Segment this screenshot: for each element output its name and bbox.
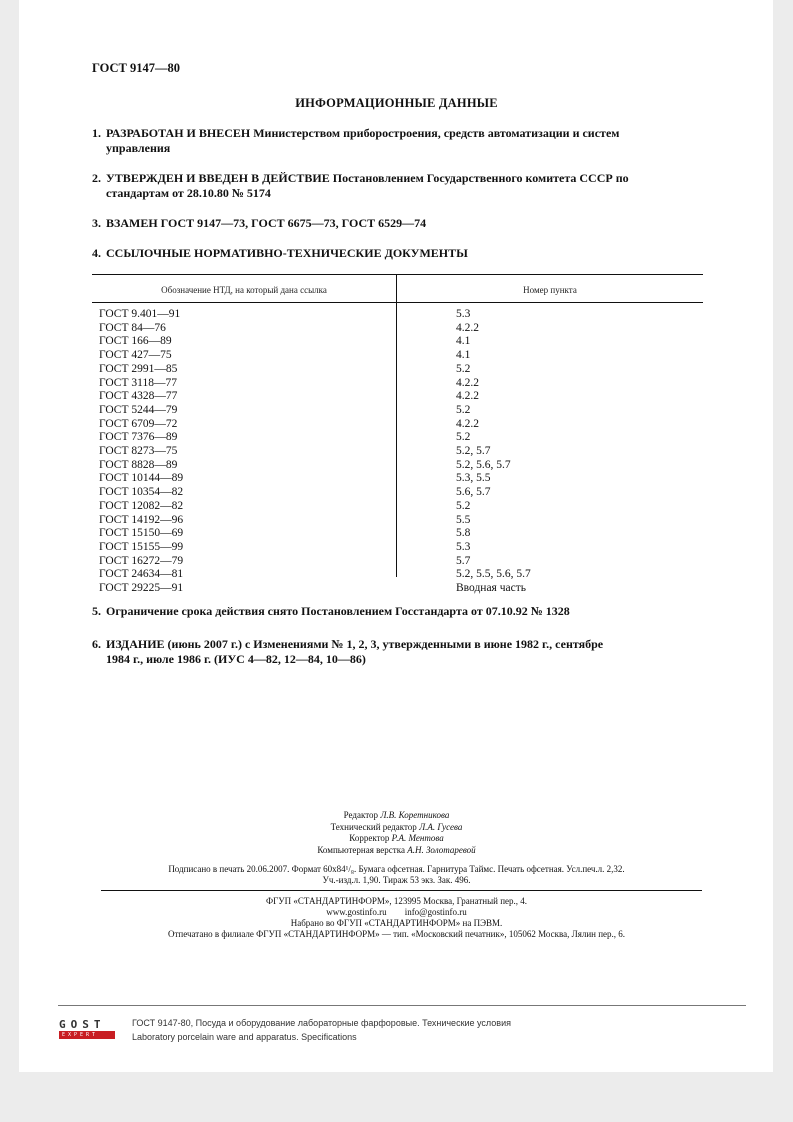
logo-red-bar: EXPERT: [59, 1031, 115, 1039]
table-header-designation: Обозначение НТД, на который дана ссылка: [161, 285, 327, 295]
info-item-5: [92, 604, 707, 619]
table-cell-designation: ГОСТ 8273—75: [99, 445, 178, 457]
footer-title-ru: ГОСТ 9147-80, Посуда и оборудование лабораторные фарфоровые. Технические условия: [132, 1018, 511, 1028]
item-number: 5.: [92, 604, 101, 618]
table-cell-clause: 5.2: [456, 431, 471, 444]
table-cell-clause: 5.7: [456, 554, 471, 567]
print-imprint: [0, 864, 793, 886]
credit-editor: Редактор Л.В. Коретникова: [343, 810, 450, 820]
credit-tech-editor: Технический редактор Л.А. Гусева: [330, 821, 463, 832]
table-cell-designation: ГОСТ 7376—89: [99, 431, 178, 444]
publisher-email[interactable]: info@gostinfo.ru: [404, 907, 467, 917]
publisher-address: ФГУП «СТАНДАРТИНФОРМ», 123995 Москва, Гранатный пер., 4.: [265, 896, 528, 906]
editorial-credits: [0, 810, 793, 856]
table-header-rule: [92, 302, 703, 303]
table-top-rule: [92, 274, 703, 275]
item-text-line1: ССЫЛОЧНЫЕ НОРМАТИВНО-ТЕХНИЧЕСКИЕ ДОКУМЕНТЫ: [106, 246, 468, 260]
table-cell-designation: ГОСТ 9.401—91: [99, 308, 181, 320]
table-cell-designation: ГОСТ 16272—79: [99, 554, 184, 567]
table-cell-clause: 5.2: [456, 403, 471, 416]
item-text-line1: УТВЕРЖДЕН И ВВЕДЕН В ДЕЙСТВИЕ Постановлением Государственного комитета СССР по: [106, 171, 629, 185]
table-cell-designation: ГОСТ 15150—69: [99, 527, 184, 540]
item-text-line1: ИЗДАНИЕ (июнь 2007 г.) с Изменениями № 1, 2, 3, утвержденными в июне 1982 г., сентябре: [106, 637, 604, 651]
publisher-site[interactable]: www.gostinfo.ru: [326, 907, 387, 917]
table-cell-designation: ГОСТ 84—76: [99, 321, 166, 334]
publisher-contacts: [0, 907, 793, 918]
table-cell-designation: ГОСТ 10354—82: [99, 486, 184, 499]
imprint-line-2: Уч.-изд.л. 1,90. Тираж 53 экз. Зак. 496.: [322, 875, 471, 885]
credit-corrector: Корректор Р.А. Ментова: [349, 833, 444, 843]
table-column-divider: [396, 275, 397, 577]
table-cell-designation: ГОСТ 10144—89: [99, 472, 184, 485]
credit-layout: Компьютерная верстка А.Н. Золотаревой: [317, 844, 476, 855]
item-number: 1.: [92, 126, 101, 140]
footer-title-en: Laboratory porcelain ware and apparatus. Specifications: [132, 1032, 357, 1042]
imprint-line-1: Подписано в печать 20.06.2007. Формат 60x84¹/₈. Бумага офсетная. Гарнитура Таймс. Печать офсетная. Усл.печ.л. 2,32.: [168, 864, 625, 874]
table-cell-clause: 5.8: [456, 527, 471, 540]
table-cell-designation: ГОСТ 5244—79: [99, 403, 178, 416]
footer-divider: [58, 1005, 746, 1006]
table-cell-clause: 5.2, 5.7: [456, 445, 491, 457]
item-text-line1: ВЗАМЕН ГОСТ 9147—73, ГОСТ 6675—73, ГОСТ 6529—74: [106, 216, 427, 230]
table-cell-clause: 5.6, 5.7: [456, 486, 491, 499]
table-cell-designation: ГОСТ 2991—85: [99, 362, 178, 375]
table-cell-clause: 5.3, 5.5: [456, 472, 491, 485]
table-cell-designation: ГОСТ 427—75: [99, 349, 172, 362]
table-cell-designation: ГОСТ 14192—96: [99, 513, 184, 526]
info-item-1: [92, 126, 707, 156]
table-cell-clause: 5.3: [456, 540, 471, 553]
item-text-line1: Ограничение срока действия снято Постановлением Госстандарта от 07.10.92 № 1328: [106, 604, 570, 618]
table-cell-clause: 4.1: [456, 335, 471, 348]
table-cell-clause: Вводная часть: [456, 582, 526, 594]
imprint-rule: [101, 890, 702, 891]
info-item-3: [92, 216, 707, 231]
table-cell-designation: ГОСТ 29225—91: [99, 582, 184, 594]
table-cell-designation: ГОСТ 12082—82: [99, 499, 184, 512]
table-cell-clause: 5.2, 5.6, 5.7: [456, 458, 511, 471]
item-number: 2.: [92, 171, 101, 185]
table-cell-designation: ГОСТ 6709—72: [99, 417, 178, 430]
table-cell-clause: 4.2.2: [456, 390, 479, 403]
table-cell-clause: 5.5: [456, 513, 471, 526]
publisher-info: [0, 896, 793, 940]
info-item-4: [92, 246, 707, 261]
table-cell-designation: ГОСТ 4328—77: [99, 390, 178, 403]
table-cell-designation: ГОСТ 8828—89: [99, 458, 178, 471]
table-cell-clause: 4.1: [456, 349, 471, 362]
table-cell-designation: ГОСТ 15155—99: [99, 540, 184, 553]
table-cell-clause: 5.3: [456, 308, 471, 320]
item-text-line2: стандартам от 28.10.80 № 5174: [106, 186, 271, 200]
table-cell-clause: 4.2.2: [456, 417, 479, 430]
item-text-line1: РАЗРАБОТАН И ВНЕСЕН Министерством приборостроения, средств автоматизации и систем: [106, 126, 620, 140]
item-text-line2: 1984 г., июле 1986 г. (ИУС 4—82, 12—84, 10—86): [106, 652, 366, 666]
section-title: ИНФОРМАЦИОННЫЕ ДАННЫЕ: [295, 96, 498, 110]
table-cell-designation: ГОСТ 3118—77: [99, 376, 177, 389]
gost-expert-logo: GOST: [59, 1018, 106, 1031]
item-text-line2: управления: [106, 141, 171, 155]
table-cell-clause: 5.2, 5.5, 5.6, 5.7: [456, 568, 531, 581]
table-header-clause: Номер пункта: [523, 285, 577, 295]
table-cell-clause: 5.2: [456, 499, 471, 512]
table-cell-designation: ГОСТ 166—89: [99, 335, 172, 348]
table-cell-designation: ГОСТ 24634—81: [99, 568, 184, 581]
printed-line: Отпечатано в филиале ФГУП «СТАНДАРТИНФОРМ» — тип. «Московский печатник», 105062 Москва, Лялин пер., 6.: [167, 929, 626, 939]
info-item-6: [92, 637, 707, 667]
table-cell-clause: 5.2: [456, 362, 471, 375]
item-number: 3.: [92, 216, 101, 230]
table-cell-clause: 4.2.2: [456, 376, 479, 389]
document-code: ГОСТ 9147—80: [92, 61, 181, 75]
typeset-line: Набрано во ФГУП «СТАНДАРТИНФОРМ» на ПЭВМ.: [290, 918, 503, 928]
info-item-2: [92, 171, 707, 201]
table-cell-clause: 4.2.2: [456, 321, 479, 334]
item-number: 6.: [92, 637, 101, 651]
item-number: 4.: [92, 246, 101, 260]
